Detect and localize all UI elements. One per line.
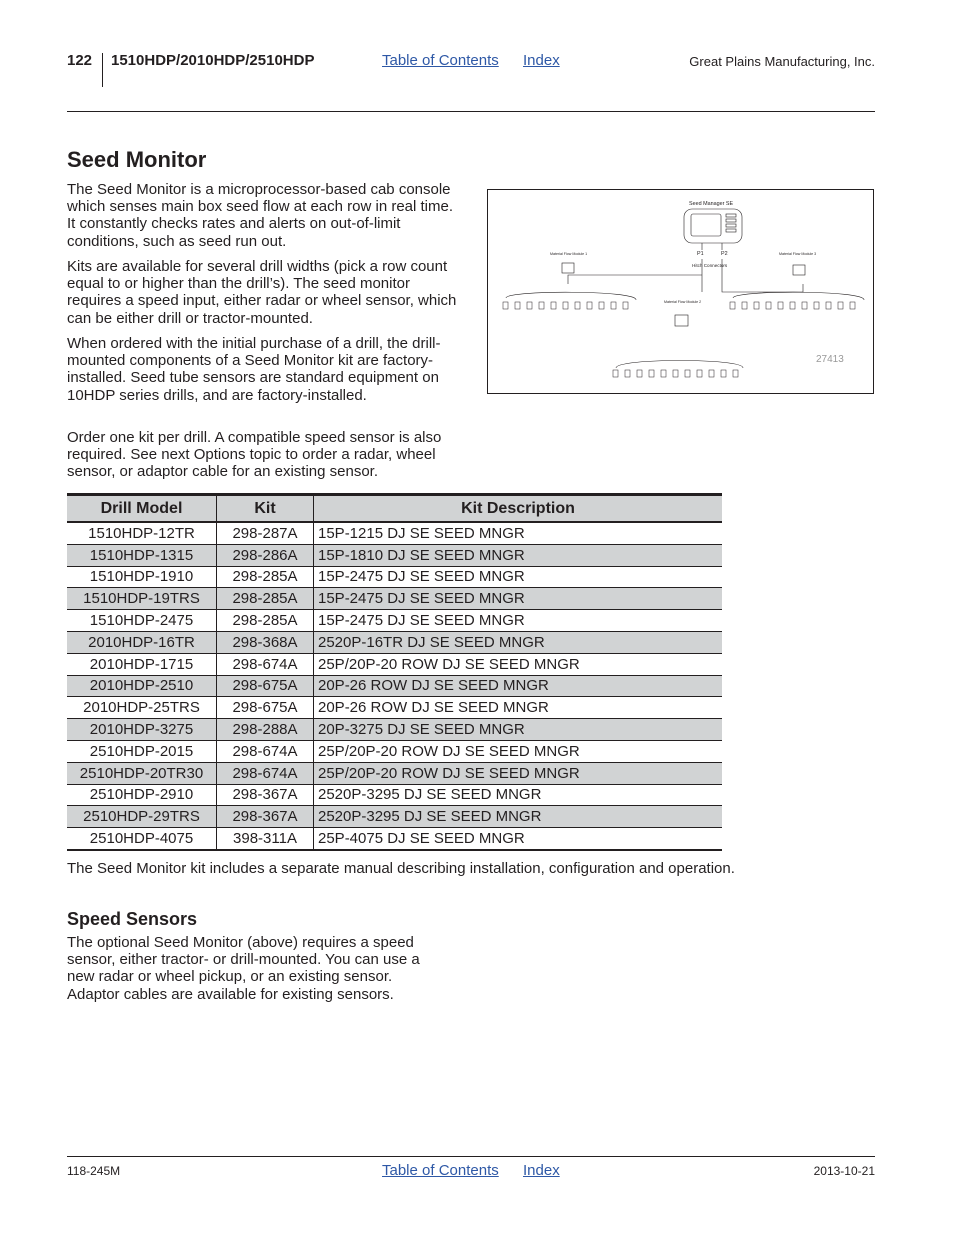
cell-kit-description: 25P/20P-20 ROW DJ SE SEED MNGR (314, 762, 723, 784)
table-row (67, 631, 722, 653)
table-row (67, 740, 722, 762)
cell-drill-model: 2010HDP-1715 (67, 653, 217, 675)
row-sensor-glyph (515, 302, 520, 309)
cell-kit: 298-368A (217, 631, 314, 653)
table-row (67, 719, 722, 741)
row-sensor-glyph (790, 302, 795, 309)
table-header-row (67, 495, 722, 523)
table-row (67, 653, 722, 675)
cell-kit: 298-674A (217, 653, 314, 675)
cell-kit-description: 25P-4075 DJ SE SEED MNGR (314, 828, 723, 850)
row-sensor-glyph (563, 302, 568, 309)
module-1-label: Material Flow Module 1 (550, 252, 588, 256)
module-1-box (562, 263, 574, 273)
wiring-diagram (488, 190, 873, 393)
table-row (67, 806, 722, 828)
row-harness-right (733, 292, 864, 300)
trunk-cables (568, 259, 803, 292)
header-rule (67, 111, 875, 112)
row-sensor-glyph (838, 302, 843, 309)
row-sensor-glyph (802, 302, 807, 309)
kit-manual-note: The Seed Monitor kit includes a separate manual describing installation, configuration and operation. (67, 860, 735, 877)
header-toc-link[interactable]: Table of Contents (382, 52, 499, 69)
row-sensor-glyph (625, 370, 630, 377)
cell-drill-model: 1510HDP-12TR (67, 522, 217, 544)
cell-kit-description: 25P/20P-20 ROW DJ SE SEED MNGR (314, 653, 723, 675)
row-sensor-glyph (721, 370, 726, 377)
footer-date: 2013-10-21 (813, 1164, 875, 1178)
figure-number: 27413 (816, 354, 844, 365)
cell-kit: 298-674A (217, 740, 314, 762)
row-sensor-glyph (637, 370, 642, 377)
module-2-label: Material Flow Module 2 (664, 300, 702, 304)
header-kit: Kit (217, 495, 314, 523)
cell-kit: 298-367A (217, 806, 314, 828)
paragraph-kits: Kits are available for several drill widths (pick a row count equal to or higher than the drill’s). The seed monitor requires a speed input, either radar or wheel sensor, which can be either drill or tractor-mounted. (67, 258, 457, 327)
table-row (67, 544, 722, 566)
header-kit-description: Kit Description (314, 495, 723, 523)
cell-kit: 298-285A (217, 588, 314, 610)
cell-kit: 298-285A (217, 566, 314, 588)
footer-doc-number: 118-245M (67, 1164, 121, 1178)
table-row (67, 610, 722, 632)
table-row (67, 762, 722, 784)
cell-drill-model: 2510HDP-2910 (67, 784, 217, 806)
cell-kit-description: 2520P-16TR DJ SE SEED MNGR (314, 631, 723, 653)
cell-kit-description: 20P-26 ROW DJ SE SEED MNGR (314, 675, 723, 697)
cell-drill-model: 2010HDP-2510 (67, 675, 217, 697)
row-sensor-glyph (599, 302, 604, 309)
cell-drill-model: 2510HDP-29TRS (67, 806, 217, 828)
module-3-box (793, 265, 805, 275)
module-3-label: Material Flow Module 3 (779, 252, 817, 256)
cell-kit-description: 15P-2475 DJ SE SEED MNGR (314, 566, 723, 588)
cell-drill-model: 2010HDP-16TR (67, 631, 217, 653)
row-sensor-glyph (766, 302, 771, 309)
row-sensor-glyph (551, 302, 556, 309)
header-index-link[interactable]: Index (523, 52, 560, 69)
paragraph-order: Order one kit per drill. A compatible speed sensor is also required. See next Options topic to order a radar, wheel sensor, or adaptor cable for an existing sensor. (67, 429, 442, 481)
cell-kit: 298-674A (217, 762, 314, 784)
table-row (67, 828, 722, 850)
table-row (67, 697, 722, 719)
cell-drill-model: 1510HDP-2475 (67, 610, 217, 632)
table-row (67, 566, 722, 588)
kit-table (67, 493, 722, 851)
console-screen (691, 214, 721, 236)
table-row (67, 522, 722, 544)
subsection-title: Speed Sensors (67, 909, 198, 929)
row-sensor-glyph (587, 302, 592, 309)
table-row (67, 675, 722, 697)
header-models: 1510HDP/2010HDP/2510HDP (111, 52, 315, 69)
cell-kit-description: 15P-2475 DJ SE SEED MNGR (314, 588, 723, 610)
row-sensor-glyph (623, 302, 628, 309)
row-sensor-glyph (685, 370, 690, 377)
row-sensor-glyph (673, 370, 678, 377)
header-drill-model: Drill Model (67, 495, 217, 523)
section-title: Seed Monitor (67, 147, 207, 172)
cell-kit-description: 15P-1215 DJ SE SEED MNGR (314, 522, 723, 544)
cell-kit-description: 15P-2475 DJ SE SEED MNGR (314, 610, 723, 632)
paragraph-factory: When ordered with the initial purchase of a drill, the drill-mounted components of a Seed Monitor kit are factory-installed. Seed tube sensors are standard equipment on 10HDP series drills, and are factory-installed. (67, 335, 441, 404)
row-sensor-glyph (503, 302, 508, 309)
kit-table-body (67, 522, 722, 850)
row-sensor-glyph (697, 370, 702, 377)
row-sensor-glyph (826, 302, 831, 309)
row-sensor-glyph (814, 302, 819, 309)
row-sensor-glyph (539, 302, 544, 309)
cell-drill-model: 1510HDP-1315 (67, 544, 217, 566)
cell-drill-model: 2010HDP-25TRS (67, 697, 217, 719)
cell-kit: 298-288A (217, 719, 314, 741)
cell-kit: 298-675A (217, 675, 314, 697)
header-company: Great Plains Manufacturing, Inc. (689, 54, 875, 69)
row-sensors (503, 302, 855, 377)
cell-kit: 298-367A (217, 784, 314, 806)
row-sensor-glyph (850, 302, 855, 309)
cell-drill-model: 2510HDP-2015 (67, 740, 217, 762)
row-sensor-glyph (613, 370, 618, 377)
cell-drill-model: 2510HDP-20TR30 (67, 762, 217, 784)
cell-kit-description: 25P/20P-20 ROW DJ SE SEED MNGR (314, 740, 723, 762)
footer-index-link[interactable]: Index (523, 1162, 560, 1179)
console-label: Seed Manager SE (689, 201, 734, 207)
row-sensor-glyph (611, 302, 616, 309)
row-sensor-glyph (709, 370, 714, 377)
cell-kit-description: 2520P-3295 DJ SE SEED MNGR (314, 784, 723, 806)
row-harness-center (616, 361, 743, 369)
row-sensor-glyph (661, 370, 666, 377)
cell-kit-description: 20P-26 ROW DJ SE SEED MNGR (314, 697, 723, 719)
cell-drill-model: 2010HDP-3275 (67, 719, 217, 741)
table-row (67, 588, 722, 610)
paragraph-intro: The Seed Monitor is a microprocessor-based cab console which senses main box seed flow at each row in real time. It constantly checks rates and alerts on out-of-limit conditions, such as seed run out. (67, 181, 454, 250)
port-p1: P1 (697, 251, 704, 257)
row-sensor-glyph (742, 302, 747, 309)
seed-monitor-wiring-figure (487, 189, 874, 394)
cell-drill-model: 2510HDP-4075 (67, 828, 217, 850)
cell-kit: 298-285A (217, 610, 314, 632)
footer-rule (67, 1156, 875, 1157)
cell-kit-description: 20P-3275 DJ SE SEED MNGR (314, 719, 723, 741)
page-number: 122 (67, 52, 93, 69)
cell-kit-description: 15P-1810 DJ SE SEED MNGR (314, 544, 723, 566)
row-sensor-glyph (754, 302, 759, 309)
row-sensor-glyph (730, 302, 735, 309)
hitch-label: Hitch Connectors (692, 263, 728, 268)
console-cables (702, 243, 722, 250)
module-2-box (675, 315, 688, 326)
cell-kit: 398-311A (217, 828, 314, 850)
table-row (67, 784, 722, 806)
cell-drill-model: 1510HDP-19TRS (67, 588, 217, 610)
row-sensor-glyph (733, 370, 738, 377)
row-sensor-glyph (778, 302, 783, 309)
row-sensor-glyph (527, 302, 532, 309)
cell-kit: 298-287A (217, 522, 314, 544)
cell-kit: 298-675A (217, 697, 314, 719)
row-sensor-glyph (649, 370, 654, 377)
cell-drill-model: 1510HDP-1910 (67, 566, 217, 588)
port-p2: P2 (721, 251, 728, 257)
cell-kit-description: 2520P-3295 DJ SE SEED MNGR (314, 806, 723, 828)
footer-toc-link[interactable]: Table of Contents (382, 1162, 499, 1179)
console-keypad (726, 214, 736, 232)
row-harness-left (506, 292, 636, 300)
cell-kit: 298-286A (217, 544, 314, 566)
speed-sensors-text: The optional Seed Monitor (above) requires a speed sensor, either tractor- or drill-mounted. You can use a new radar or wheel pickup, or an existing sensor. Adaptor cables are available for existing sensors. (67, 934, 420, 1003)
row-sensor-glyph (575, 302, 580, 309)
header-divider (102, 53, 103, 87)
